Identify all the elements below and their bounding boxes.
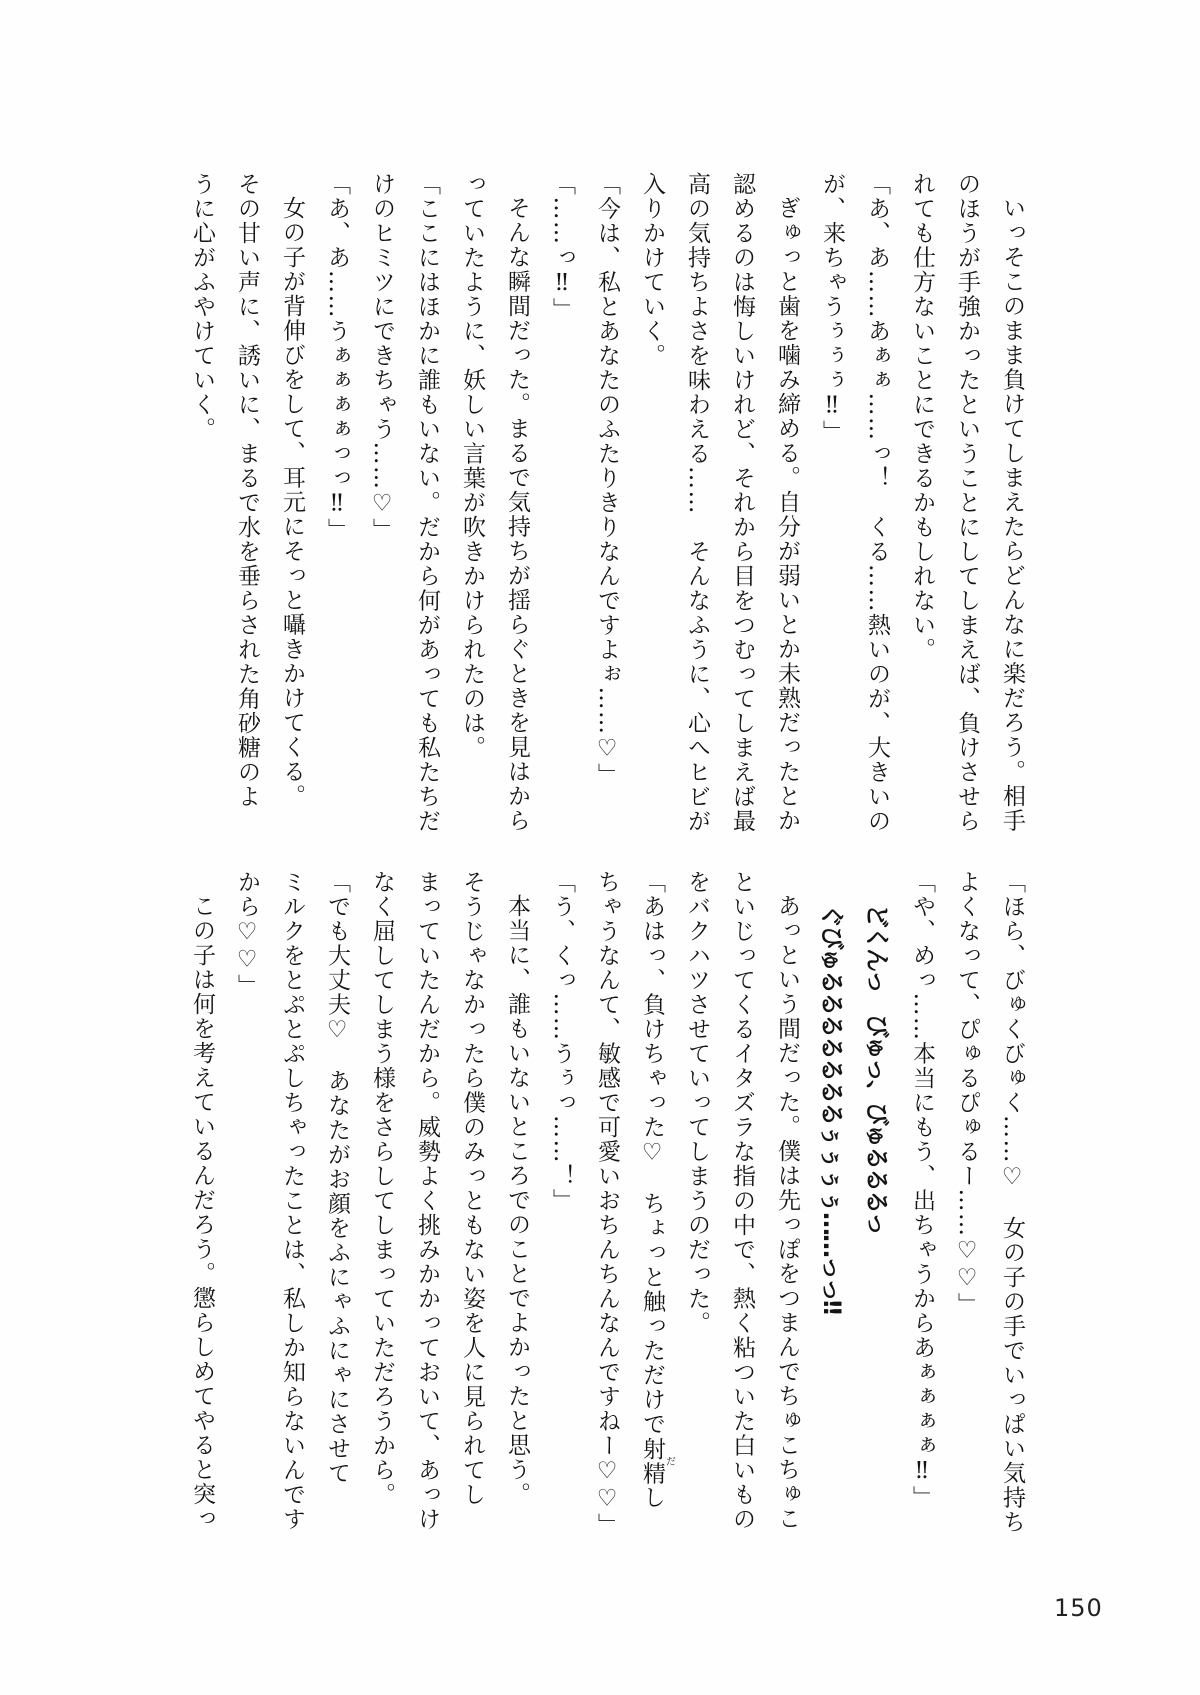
text-column: 「ここにはほかに誰もいない。だから何があっても私たちだ [414,172,440,834]
text-column: ちゃうなんて、敏感で可愛いおちんちんなんですねー♡♡」 [594,870,620,1538]
ruby-annotated-word [639,1436,675,1486]
text-column: いっそこのまま負けてしまえたらどんなに楽だろう。相手 [999,196,1025,833]
text-column: ミルクをとぷとぷしちゃったことは、私しか知らないんです [279,870,305,1532]
text-column: この子は何を考えているんだろう。懲らしめてやると突っ [189,894,215,1531]
top-text-block [179,172,1034,842]
text-segment: し [639,1485,665,1510]
text-column: といじってくるイタズラな指の中で、熱く粘ついた白いもの [729,870,755,1532]
text-column: 「や、めっ……本当にもう、出ちゃうからあぁぁぁぁ‼」 [909,870,935,1510]
sound-effect-column: どくんっ びゅっ、びゅるるるっ [863,904,891,1234]
text-column: のほうが手強かったということにしてしまえば、負けさせら [954,172,980,834]
text-column: うに心がふやけていく。 [189,172,215,442]
text-column: まっていたんだから。威勢よく挑みかかっておいて、あっけ [414,870,440,1532]
text-column: 「今は、私とあなたのふたりきりなんですよぉ……♡」 [594,172,620,788]
text-column: っていたように、妖しい言葉が吹きかけられたのは。 [459,172,485,760]
text-column: 「でも大丈夫♡ あなたがお顔をふにゃふにゃにさせて [324,870,350,1486]
text-segment: 「あはっ、負けちゃった♡ ちょっと触っただけで [639,870,665,1437]
text-column: なく屈してしまう様をさらしてしまっていただろうから。 [369,870,395,1507]
ruby-base: 射精 [639,1436,665,1486]
text-column: 入りかけていく。 [639,172,665,368]
ruby-reading: だ [663,1436,675,1486]
text-column: 認めるのは悔しいけれど、それから目をつむってしまえば最 [729,172,755,834]
text-column: ぎゅっと歯を噛み締める。自分が弱いとか未熟だったとか [774,196,800,833]
text-column-with-ruby [629,870,674,1540]
text-column: をバクハツさせていってしまうのだった。 [684,870,710,1336]
text-column: 「う、くっ……うぅっ……！」 [549,870,575,1213]
text-column: 「あ、あ……あぁぁ……っ！ くる……熱いのが、大きいの [864,172,890,834]
text-column: そんな瞬間だった。まるで気持ちが揺らぐときを見はから [504,196,530,833]
text-column: 本当に、誰もいないところでのことでよかったと思う。 [504,894,530,1507]
text-column: 「……っ‼」 [549,172,575,322]
text-column: けのヒミツにできちゃう……♡」 [369,172,395,543]
text-column: れても仕方ないことにできるかもしれない。 [909,172,935,662]
text-column: 女の子が背伸びをして、耳元にそっと囁きかけてくる。 [279,196,305,809]
page-number: 150 [1054,1594,1103,1622]
text-column: あっという間だった。僕は先っぽをつまんでちゅこちゅこ [774,894,800,1531]
text-column: その甘い声に、誘いに、まるで水を垂らされた角砂糖のよ [234,172,260,809]
text-column: よくなって、ぴゅるぴゅるー……♡♡」 [954,870,980,1317]
text-column: 高の気持ちよさを味わえる…… そんなふうに、心へヒビが [684,172,710,834]
text-column: そうじゃなかったら僕のみっともない姿を人に見られてし [459,870,485,1507]
bottom-text-block [179,870,1034,1540]
sound-effect-column: ぐびゅるるるるるるるぅぅぅぅ……っっ‼ [818,904,846,1314]
text-column: 「あ、あ……うぁぁぁぁっっ‼」 [324,172,350,543]
text-column: から♡♡」 [234,870,260,999]
text-column: が、来ちゃうぅぅぅ‼」 [819,172,845,445]
text-column: 「ほら、びゅくびゅく……♡ 女の子の手でいっぱい気持ち [999,870,1025,1535]
